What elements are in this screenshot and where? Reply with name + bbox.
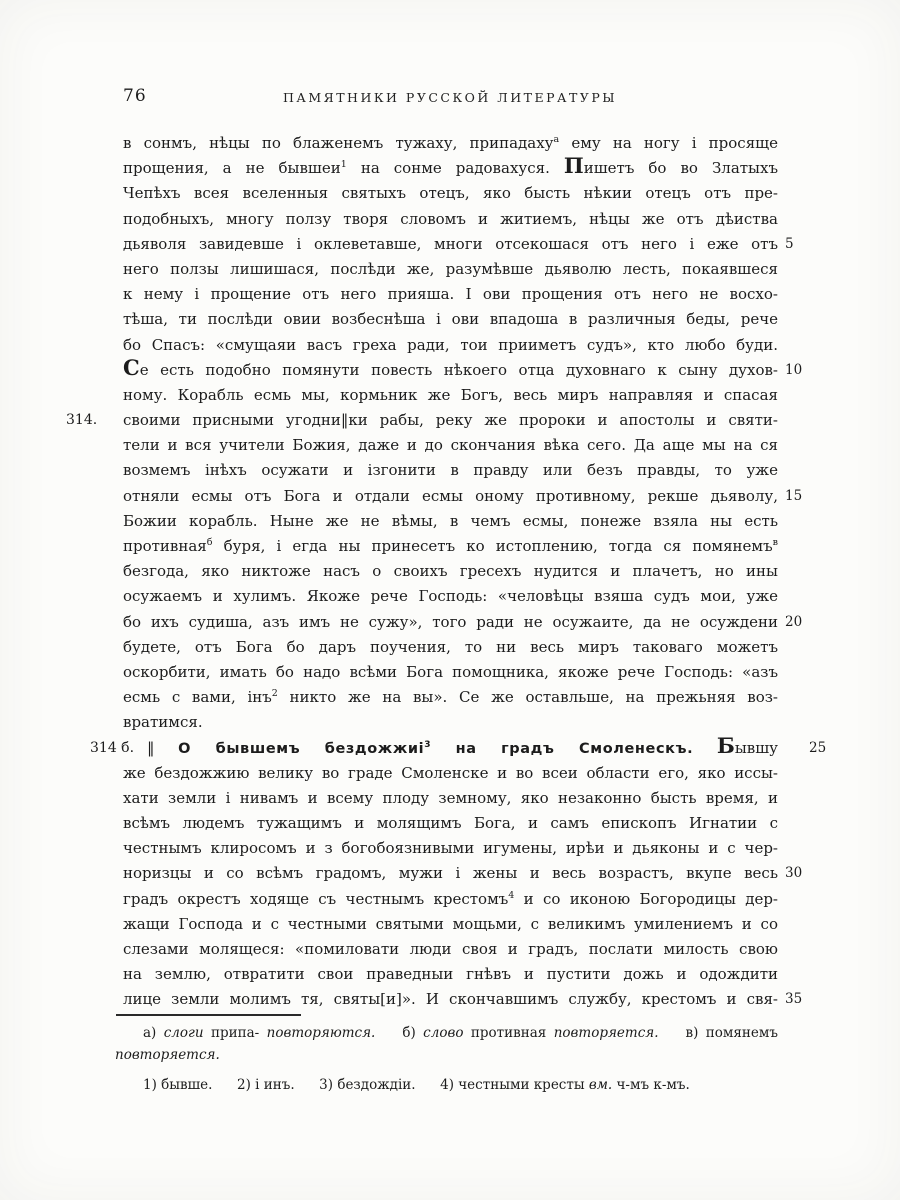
text-line [123,484,803,509]
text-line [115,1045,778,1067]
footnote-marker: 3 [424,739,432,750]
text-segment: на сонме радовахуся. [346,159,564,178]
text-segment: бо Спасъ: «смущаяи васъ греха ради, тои прииметъ судъ», кто любо буди. [123,335,778,354]
footnote-rule [116,1014,301,1016]
text-segment: подобныхъ, многу ползу творя словомъ и житиемъ, нѣцы же отъ дѣиства [123,209,778,228]
folio-number: 314. [66,412,98,429]
text-line [123,559,778,584]
text-segment: лице земли молимъ тя, святы[и]». И скончавшимъ службу, крестомъ и свя- [123,990,778,1009]
text-segment: возмемъ інѣхъ осужати и ізгонити в правду или безъ правды, то уже [123,461,778,480]
text-line [123,962,778,987]
text-segment: слово [423,1025,464,1041]
text-line [123,635,778,660]
text-line [123,307,778,332]
text-line [123,207,778,232]
footnote-marker: б [206,537,213,548]
text-segment: никто же на вы». Се же оставльше, на прежьняя воз- [277,688,778,707]
text-segment: честнымъ клиросомъ и з богобоязнивыми игумены, ирѣи и дьяконы и с чер- [123,839,778,858]
text-segment: и со иконою Богородицы дер- [514,889,778,908]
text-segment: тѣша, ти послѣди овии возбеснѣша і ови впадоша в различныя беды, рече [123,310,778,329]
text-segment: вм. [588,1077,613,1093]
text-segment: градъ окрестъ ходяще съ честнымъ крестомъ [123,889,509,908]
text-segment: безгода, яко никтоже насъ о своихъ гресехъ нудится и плачетъ, но ины [123,562,778,581]
text-line [90,732,827,761]
text-segment [659,1025,686,1041]
text-line [123,584,778,609]
text-line [115,1075,778,1097]
text-segment: ему на ногу і просяще [559,134,778,152]
line-number: 25 [809,739,827,756]
text-line [66,408,778,433]
line-number: 35 [785,991,803,1008]
text-segment: в) помянемъ [685,1025,779,1041]
text-segment: Божии корабль. Ныне же не вѣмы, в чемъ есмы, понеже взяла ны есть [123,511,778,530]
text-line [123,761,778,786]
text-line [123,660,778,685]
folio-number: 314 б. [90,739,135,756]
text-line [123,282,778,307]
text-line [123,786,778,811]
text-segment: противная [123,537,207,555]
text-line [123,131,778,156]
text-line [123,811,778,836]
text-line [123,710,778,735]
text-segment: ч-мъ к-мъ. [612,1077,690,1093]
text-line [123,937,778,962]
text-segment: Чепѣхъ всея вселенныя святыхъ отецъ, яко бысть нѣкии отецъ отъ пре- [123,184,778,203]
text-line [123,433,778,458]
text-segment: на градъ Смоленескъ. [431,740,694,757]
text-line [123,861,803,886]
text-segment: норизцы и со всѣмъ градомъ, мужи і жены и весь возрастъ, вкупе весь [123,864,778,883]
text-segment [375,1025,402,1041]
text-segment: б) [402,1025,424,1041]
text-segment: будете, отъ Бога бо даръ поучения, то ни весь миръ таковаго можетъ [123,637,778,656]
text-segment: к нему і прощение отъ него прияша. І ови прощения отъ него не восхо- [123,285,778,304]
text-line [123,610,803,635]
text-segment: отняли есмы отъ Бога и отдали есмы оному противному, рекше дьяволу, [123,486,778,505]
text-segment: в сонмъ, нѣцы по блаженемъ тужаху, припадаху [123,134,554,152]
line-number: 15 [785,487,803,504]
text-line [123,333,778,358]
text-line [123,181,778,206]
text-segment: 1) бывше. 2) і инъ. 3) бездождіи. 4) честными кресты [143,1077,589,1093]
text-segment: противная [463,1025,554,1041]
text-line [115,1023,778,1045]
text-segment: повторяется. [115,1046,220,1063]
text-segment: Б [716,732,735,758]
text-line [123,257,778,282]
text-segment: осужаемъ и хулимъ. Якоже рече Господь: «человѣцы взяша судъ мои, уже [123,587,778,606]
text-segment: слоги [163,1025,204,1041]
text-segment: П [563,153,584,179]
text-segment: ывшу [734,738,778,757]
text-segment: буря, і егда ны принесетъ ко истоплению, тогда ся помянемъ [212,537,773,555]
text-segment: оскорбити, имать бо надо всѣми Бога помощника, якоже рече Господь: «азъ [123,662,778,681]
text-segment: дьяволя завидевше і оклеветавше, многи отсекошася отъ него і еже отъ [123,234,778,253]
footnote-marker: 2 [271,688,278,700]
text-segment: повторяется. [553,1025,659,1041]
text-segment: а) [143,1025,164,1041]
footnote-marker: 4 [508,889,515,901]
text-segment: повторяются. [266,1025,376,1041]
line-number: 10 [785,361,803,378]
text-segment: ишетъ бо во Златыхъ [583,159,778,178]
footnote-marker: 1 [340,159,347,171]
text-line [123,685,778,710]
text-segment [693,739,717,757]
text-segment: прощения, а не бывшеи [123,159,341,178]
text-segment: на землю, отвратити свои праведныи гнѣвъ и пустити дожь и одождити [123,965,778,984]
line-number: 5 [785,235,794,252]
text-segment: жащи Господа и с честными святыми мощьми, с великимъ умилениемъ и со [123,914,778,933]
text-segment: бо ихъ судиша, азъ имъ не сужу», того ради не осужаите, да не осуждени [123,612,778,631]
text-line [123,458,778,483]
text-line [123,912,778,937]
text-line [123,836,778,861]
text-line [123,354,803,383]
text-segment: него ползы лишишася, послѣди же, разумѣвше дьяволю лесть, покаявшеся [123,259,778,278]
text-segment: всѣмъ людемъ тужащимъ и молящимъ Бога, и самъ епископъ Игнатии с [123,814,778,833]
text-segment: своими присными угодни‖ки рабы, реку же пророки и апостолы и святи- [123,411,778,430]
running-title: ПАМЯТНИКИ РУССКОЙ ЛИТЕРАТУРЫ [282,90,618,105]
text-segment: слезами молящеся: «помиловати люди своя и градъ, послати милость свою [123,940,778,958]
text-segment: хати земли і нивамъ и всему плоду земному, яко незаконно бысть время, и [123,788,778,807]
text-segment: С [123,354,140,380]
text-segment: припа- [203,1025,267,1041]
text-segment: е есть подобно помянути повесть нѣкоего отца духовнаго к сыну духов- [139,360,778,379]
text-segment: есмь с вами, інъ [123,688,272,707]
footnote-marker: в [772,537,778,548]
footnote-marker: а [553,134,560,145]
text-line [123,887,778,912]
text-segment: ному. Корабль есмь мы, кормьник же Богъ, весь миръ направляя и спасая [123,385,778,404]
text-line [123,153,778,181]
text-line [123,987,803,1012]
page-number: 76 [123,86,147,106]
text-line [123,509,778,534]
line-number: 20 [785,613,803,630]
text-segment: ‖ [147,738,179,757]
text-line [123,232,794,257]
text-segment: вратимся. [123,713,203,732]
main-text-block [66,131,827,1013]
text-segment: тели и вся учители Божия, даже и до скончания вѣка сего. Да аще мы на ся [123,436,778,455]
text-segment: же бездожжию велику во граде Смоленске и во всеи области его, яко иссы- [123,763,778,782]
footnotes-block [115,1023,778,1097]
text-line [123,383,778,408]
line-number: 30 [785,865,803,882]
text-line [123,534,778,559]
text-segment: О бывшемъ бездожжиі [178,740,425,757]
